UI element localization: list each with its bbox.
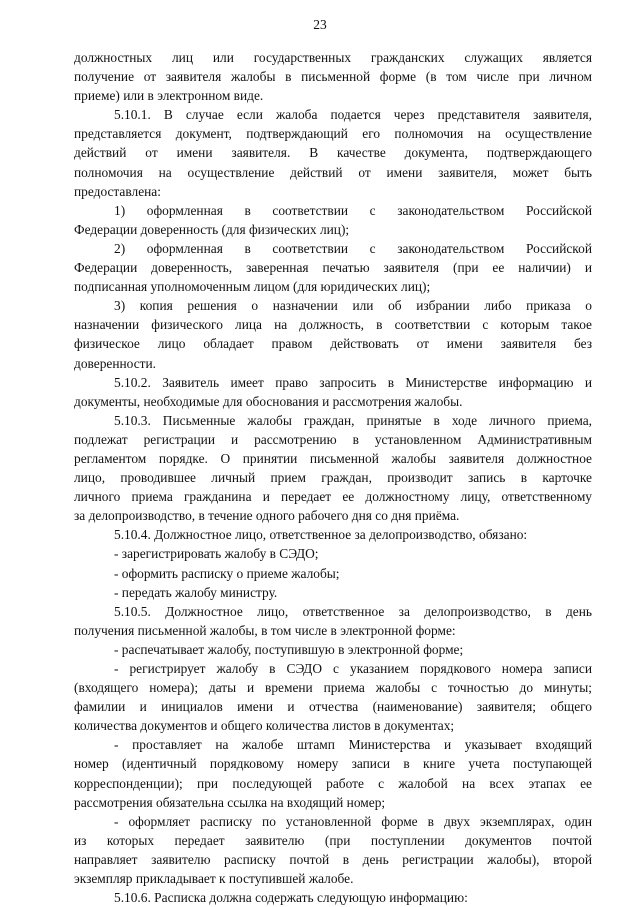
text-line: 2) оформленная в соответствии с законодательством Российской — [114, 240, 592, 256]
text-line: - передать жалобу министру. — [114, 584, 278, 600]
text-line: физическое лицо обладает правом действовать от имени заявителя без — [74, 336, 592, 352]
page-number: 23 — [313, 17, 327, 32]
text-line: личного приема гражданина и передает ее должностному лицу, ответственному — [74, 489, 592, 505]
text-line: экземпляр прикладывает к поступившей жалобе. — [74, 871, 354, 887]
text-line: 5.10.3. Письменные жалобы граждан, принятые в ходе личного приема, — [114, 412, 592, 428]
text-line: 5.10.6. Расписка должна содержать следующую информацию: — [114, 890, 468, 906]
text-line: лицо, проводившее личный прием граждан, производит запись в карточке — [74, 470, 592, 486]
text-line: назначении физического лица на должность, в соответствии с которым такое — [74, 317, 592, 333]
text-line: получения письменной жалобы, в том числе в электронной форме: — [74, 622, 456, 638]
text-line: - распечатывает жалобу, поступившую в электронной форме; — [114, 641, 464, 657]
text-line: (входящего номера); даты и времени приема жалобы с точностью до минуты; — [74, 680, 592, 696]
text-line: - проставляет на жалобе штамп Министерства и указывает входящий — [114, 737, 592, 753]
text-line: 5.10.1. В случае если жалоба подается через представителя заявителя, — [114, 107, 592, 123]
text-line: рассмотрения обязательна ссылка на входящий номер; — [74, 794, 386, 810]
text-line: фамилии и инициалов имени и отчества (наименование) заявителя; общего — [74, 699, 592, 715]
text-line: - зарегистрировать жалобу в СЭДО; — [114, 546, 319, 562]
text-line: 1) оформленная в соответствии с законодательством Российской — [114, 202, 592, 218]
text-line: 5.10.4. Должностное лицо, ответственное за делопроизводство, обязано: — [114, 527, 528, 543]
text-line: получение от заявителя жалобы в письменной форме (в том числе при личном — [74, 69, 592, 85]
text-line: - регистрирует жалобу в СЭДО с указанием порядкового номера записи — [114, 661, 592, 676]
text-line: Федерации доверенность (для физических лиц); — [74, 221, 350, 237]
text-line: за делопроизводство, в течение одного рабочего дня со дня приёма. — [74, 508, 460, 524]
text-line: 3) копия решения о назначении или об избрании либо приказа о — [114, 298, 592, 314]
text-line: - оформить расписку о приеме жалобы; — [114, 565, 340, 581]
text-line: Федерации доверенность, заверенная печатью заявителя (при ее наличии) и — [74, 260, 592, 276]
text-line: предоставлена: — [74, 183, 161, 199]
document-body — [74, 48, 592, 907]
text-line: направляет заявителю расписку почтой в день регистрации жалобы), второй — [74, 851, 592, 867]
text-line: из которых передает заявителю (при поступлении документов почтой — [74, 832, 592, 848]
text-line: документы, необходимые для обоснования и рассмотрения жалобы. — [74, 393, 463, 409]
text-line: регламентом порядке. О принятии письменной жалобы заявителя должностное — [74, 450, 592, 466]
text-line: номер (идентичный порядковому номеру записи в книге учета поступающей — [74, 756, 592, 772]
text-line: подписанная уполномоченным лицом (для юридических лиц); — [74, 279, 431, 295]
text-line: количества документов и общего количества листов в документах; — [74, 718, 455, 734]
text-line: доверенности. — [74, 355, 157, 371]
text-line: действий от имени заявителя. В качестве документа, подтверждающего — [74, 145, 592, 161]
text-line: - оформляет расписку по установленной форме в двух экземплярах, один — [114, 813, 592, 829]
text-line: приеме) или в электронном виде. — [74, 88, 264, 104]
text-line: полномочия на осуществление действий от имени заявителя, может быть — [74, 164, 592, 180]
text-line: 5.10.2. Заявитель имеет право запросить в Министерстве информацию и — [114, 374, 592, 390]
text-line: 5.10.5. Должностное лицо, ответственное за делопроизводство, в день — [114, 603, 592, 619]
text-line: корреспонденции); при последующей работе с жалобой на всех этапах ее — [74, 775, 592, 791]
text-line: представляется документ, подтверждающий его полномочия на осуществление — [74, 126, 592, 142]
text-line: должностных лиц или государственных гражданских служащих является — [74, 50, 592, 65]
text-line: подлежат регистрации и рассмотрению в установленном Административным — [74, 431, 592, 447]
